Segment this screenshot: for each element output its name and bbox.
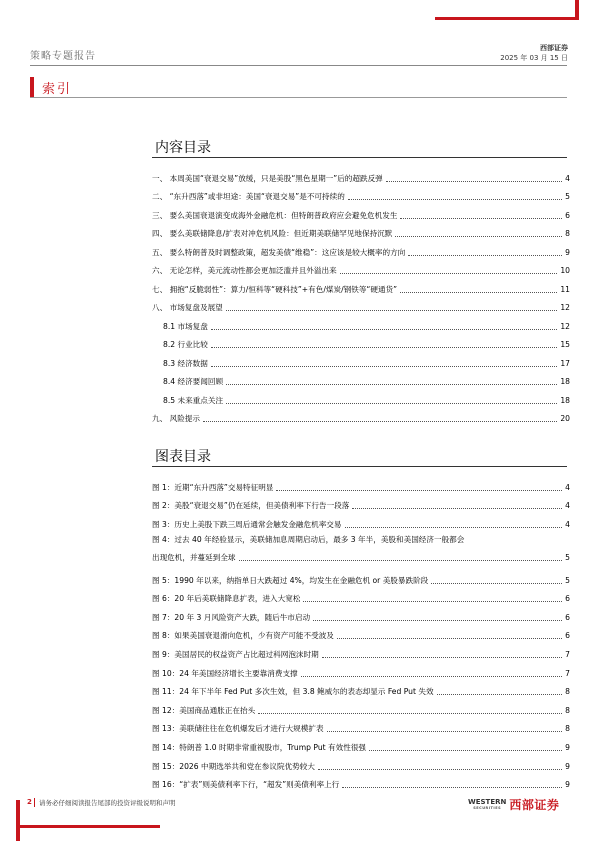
entry-text: 九、 风险提示 [152,414,200,423]
dot-leader [226,403,557,404]
entry-text: 图 16：“扩表”则美债利率下行，“超发”则美债利率上行 [152,780,340,790]
figure-entry[interactable] [152,679,570,698]
dot-leader [226,310,558,311]
entry-page-number: 8 [565,705,570,715]
entry-page-number: 5 [565,552,570,562]
entry-text: 图 12：美国商品通胀正在抬头 [152,705,256,715]
contents-entry[interactable] [152,332,570,351]
entry-text: 8.5 未来重点关注 [163,395,224,405]
entry-page-number: 6 [565,631,570,641]
figure-entry[interactable] [152,493,570,512]
dot-leader [226,384,557,385]
corner-mark-top-horizontal [435,17,579,20]
entry-page-number: 8 [565,229,570,238]
entry-text: 图 7：20 年 3 月风险资产大跌，随后牛市启动 [152,612,311,622]
entry-page-number: 12 [560,321,570,331]
contents-rule [152,157,567,158]
dot-leader [313,620,562,621]
entry-text: 八、 市场复盘及展望 [152,303,223,312]
dot-leader [340,273,558,274]
figure-entry[interactable] [152,641,570,660]
dot-leader [322,657,562,658]
header-rule [30,65,567,66]
entry-text: 图 9：美国居民的权益资产占比超过科网泡沫时期 [152,649,319,659]
entry-text-continued: 出现危机，并蔓延到全球 [152,552,236,562]
entry-page-number: 9 [565,742,570,752]
entry-text: 一、 本周美国“衰退交易”放缓，只是美股“黑色星期一”后的超跌反弹 [152,173,383,183]
contents-entry[interactable] [152,258,570,277]
entry-text: 8.3 经济数据 [163,358,208,368]
entry-text: 图 8：如果美国衰退滑向危机，少有资产可能不受波及 [152,631,334,641]
dot-leader [369,750,562,751]
contents-entry[interactable] [152,369,570,388]
dot-leader [211,366,557,367]
dot-leader [400,218,562,219]
entry-text: 图 14：特朗普 1.0 时期非常重视股市，Trump Put 有效性很强 [152,742,366,752]
figure-entry[interactable] [152,623,570,642]
footer-divider [34,798,35,807]
figures-rule [152,466,567,467]
entry-text: 图 11：24 年下半年 Fed Put 多次生效，但 3.8 鲍威尔的表态却显示 Fed Put 失效 [152,687,434,697]
entry-text: 图 1：近期“东升西落”交易特征明显 [152,482,274,492]
contents-entry[interactable] [152,202,570,221]
figure-entry[interactable] [152,586,570,605]
dot-leader [395,236,562,237]
entry-text: 图 6：20 年后美联储降息扩表，进入大宽松 [152,594,301,604]
entry-text: 图 3：历史上美股下跌三周后通常会触发金融危机率交易 [152,519,342,529]
dot-leader [276,490,562,491]
dot-leader [239,560,563,561]
entry-page-number: 4 [565,173,570,183]
dot-leader [211,329,557,330]
entry-page-number: 18 [560,395,570,405]
index-bar [30,76,567,98]
entry-page-number: 9 [565,761,570,771]
contents-entry[interactable] [152,387,570,406]
dot-leader [318,769,562,770]
dot-leader [345,527,563,528]
entry-page-number: 18 [560,377,570,386]
dot-leader [386,181,562,182]
entry-page-number: 6 [565,612,570,622]
entry-page-number: 4 [565,501,570,511]
header-brand: 西部证券 [540,44,568,52]
header-date: 2025 年 03 月 15 日 [500,54,568,62]
dot-leader [352,508,562,509]
entry-page-number: 5 [565,192,570,201]
entry-text: 图 10：24 年美国经济增长主要靠消费支撑 [152,668,298,678]
entry-text: 六、 无论怎样，美元流动性都会更加泛滥并且外溢出来 [152,266,337,275]
contents-entry[interactable] [152,184,570,203]
figure-entry[interactable] [152,567,570,586]
brand-logo [468,796,559,813]
entry-page-number: 7 [565,649,570,659]
entry-text: 四、 要么美联储降息/扩表对冲危机风险：但近期美联储罕见地保持沉默 [152,229,393,238]
dot-leader [203,421,557,422]
figure-entry[interactable] [152,753,570,772]
corner-mark-bottom-vertical [16,800,20,841]
entry-text: 图 15：2026 中期选举共和党在参议院优势较大 [152,761,315,771]
dot-leader [437,694,563,695]
contents-list [152,165,570,424]
figure-entry[interactable] [152,511,570,530]
logo-chinese: 西部证券 [509,798,560,812]
entry-page-number: 4 [565,519,570,529]
entry-text: 8.4 经济要闻回顾 [163,377,224,386]
figure-entry[interactable] [152,716,570,735]
logo-english-main: WESTERN [468,797,507,806]
contents-entry[interactable] [152,406,570,425]
entry-page-number: 4 [565,482,570,492]
dot-leader [211,347,557,348]
entry-text: 8.1 市场复盘 [163,321,208,331]
corner-mark-bottom-horizontal [16,825,160,828]
figures-title: 图表目录 [155,449,211,465]
entry-text: 七、 拥抱“反脆弱性”：算力/恒科等“硬科技”+有色/煤炭/钢铁等“硬通货” [152,284,398,294]
dot-leader [408,255,562,256]
entry-page-number: 12 [560,303,570,312]
entry-text: 图 13：美联储往往在危机爆发后才进行大规模扩表 [152,724,324,734]
entry-page-number: 20 [560,414,570,423]
index-accent [30,77,34,97]
entry-page-number: 6 [565,210,570,220]
doc-type-label: 策略专题报告 [30,51,96,62]
figures-list [152,474,570,790]
dot-leader [400,292,557,293]
figure-entry[interactable] [152,697,570,716]
figure-entry[interactable] [152,772,570,791]
entry-page-number: 17 [560,358,570,368]
entry-page-number: 8 [565,724,570,734]
entry-page-number: 9 [565,780,570,790]
contents-entry[interactable] [152,276,570,295]
logo-english-sub: SECURITIES [473,805,502,810]
entry-text: 图 4：过去 40 年经验显示，美联储加息周期启动后，最多 3 年半，美股和美国经济一般都会 [152,534,465,544]
entry-page-number: 11 [560,284,570,294]
contents-entry[interactable] [152,313,570,332]
contents-entry[interactable] [152,350,570,369]
figure-entry[interactable] [152,474,570,493]
entry-text: 三、 要么美国衰退演变成海外金融危机：但特朗普政府应会避免危机发生 [152,210,398,220]
contents-entry[interactable] [152,221,570,240]
contents-title: 内容目录 [155,140,211,156]
entry-text: 图 5：1990 年以来，纳指单日大跌超过 4%，均发生在金融危机 or 美股暴跌阶段 [152,575,429,585]
figure-entry[interactable] [152,660,570,679]
dot-leader [348,199,562,200]
entry-page-number: 8 [565,687,570,697]
entry-page-number: 6 [565,594,570,604]
contents-entry[interactable] [152,239,570,258]
figure-entry[interactable] [152,530,570,567]
entry-text: 图 2：美股“衰退交易”仍在延续，但美债利率下行告一段落 [152,501,350,511]
dot-leader [431,583,562,584]
entry-page-number: 5 [565,575,570,585]
dot-leader [337,638,562,639]
figure-entry[interactable] [152,604,570,623]
dot-leader [258,713,562,714]
dot-leader [303,601,562,602]
entry-text: 二、 “东升西落”或非坦途：美国“衰退交易”是不可持续的 [152,192,345,201]
entry-text: 8.2 行业比较 [163,340,208,349]
entry-text: 五、 要么特朗普及时调整政策，超发美债“维稳”：这应该是较大概率的方向 [152,247,406,257]
contents-entry[interactable] [152,295,570,314]
index-title: 索引 [42,82,73,97]
entry-page-number: 15 [560,340,570,349]
footer-page-number: 2 [27,798,32,806]
dot-leader [327,731,563,732]
dot-leader [342,787,562,788]
contents-entry[interactable] [152,165,570,184]
logo-english [468,799,506,811]
entry-page-number: 10 [560,266,570,275]
dot-leader [301,676,563,677]
entry-page-number: 7 [565,668,570,678]
footer-disclaimer: 请务必仔细阅读报告尾部的投资评级说明和声明 [39,799,176,807]
entry-page-number: 9 [565,247,570,257]
figure-entry[interactable] [152,734,570,753]
